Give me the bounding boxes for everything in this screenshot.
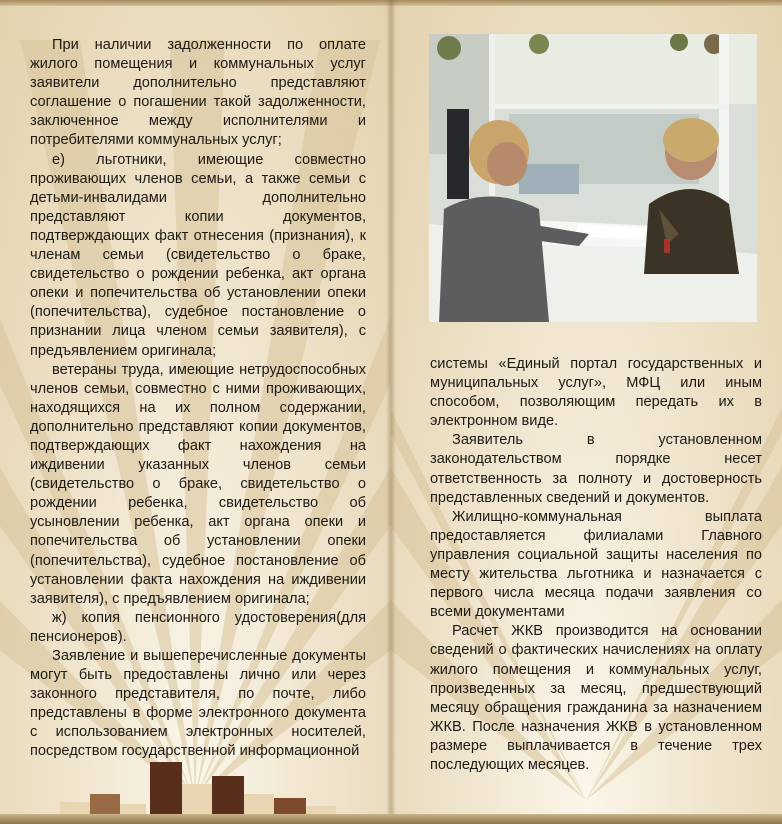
left-paragraph-4: ж) копия пенсионного удостоверения(для пенсионеров). xyxy=(30,609,366,645)
left-paragraph-5: Заявление и вышеперечисленные документы могут быть предоставлены лично или через законного представителя, по почте, либо представлены в форме электронного документа с использованием электронных носителей, посредством государственной информационной xyxy=(30,648,366,760)
page-fold xyxy=(386,0,396,824)
right-paragraph-3: Жилищно-коммунальная выплата предоставляется филиалами Главного управления социальной защиты населения по месту жительства льготника и назначается с первого числа месяца подачи заявления со всеми документами xyxy=(430,508,762,621)
bottom-border xyxy=(0,814,782,824)
office-photo xyxy=(429,34,757,322)
left-paragraph-1: При наличии задолженности по оплате жилого помещения и коммунальных услуг заявители дополнительно представляют соглашение о погашении такой задолженности, заключенное между исполнителями и потребителями коммунальных услуг; xyxy=(30,37,366,149)
right-paragraph-2: Заявитель в установленном законодательством порядке несет ответственность за полноту и достоверность представленных сведений и документов. xyxy=(430,432,762,506)
left-text-column xyxy=(30,36,366,762)
right-paragraph-1: системы «Единый портал государственных и муниципальных услуг», МФЦ или иным способом, позволяющим передать их в электронном виде. xyxy=(430,356,762,430)
left-paragraph-3: ветераны труда, имеющие нетрудоспособных членов семьи, совместно с ними проживающих, находящихся на их полном содержании, дополнительно представляют копии документов, подтверждающих факт нахождения на иждивении указанных членов семьи (свидетельство о браке, свидетельство о рождении ребенка, свидетельство об усыновлении ребенка, акт органа опеки и попечительства об установлении опеки (попечительства), судебное постановление об установлении факта нахождения на иждивении заявителя), с предъявлением оригинала; xyxy=(30,361,366,607)
right-paragraph-4: Расчет ЖКВ производится на основании сведений о фактических начислениях на оплату жилого помещения и коммунальных услуг, произведенных за месяц, предшествующий месяцу обращения гражданина за назначением ЖКВ. После назначения ЖКВ в установленном размере выплачивается в течение трех последующих месяцев. xyxy=(430,623,762,773)
right-text-column xyxy=(430,355,762,775)
left-paragraph-2: е) льготники, имеющие совместно проживающих членов семьи, а также семьи с детьми-инвалидами дополнительно представляют копии документов, подтверждающих факт отнесения (признания), к членам семьи (свидетельство о браке, свидетельство о рождении ребенка, акт органа опеки и попечительства об установлении опеки (попечительства), судебное постановление о признании лица членом семьи заявителя), с предъявлением оригинала; xyxy=(30,151,366,359)
